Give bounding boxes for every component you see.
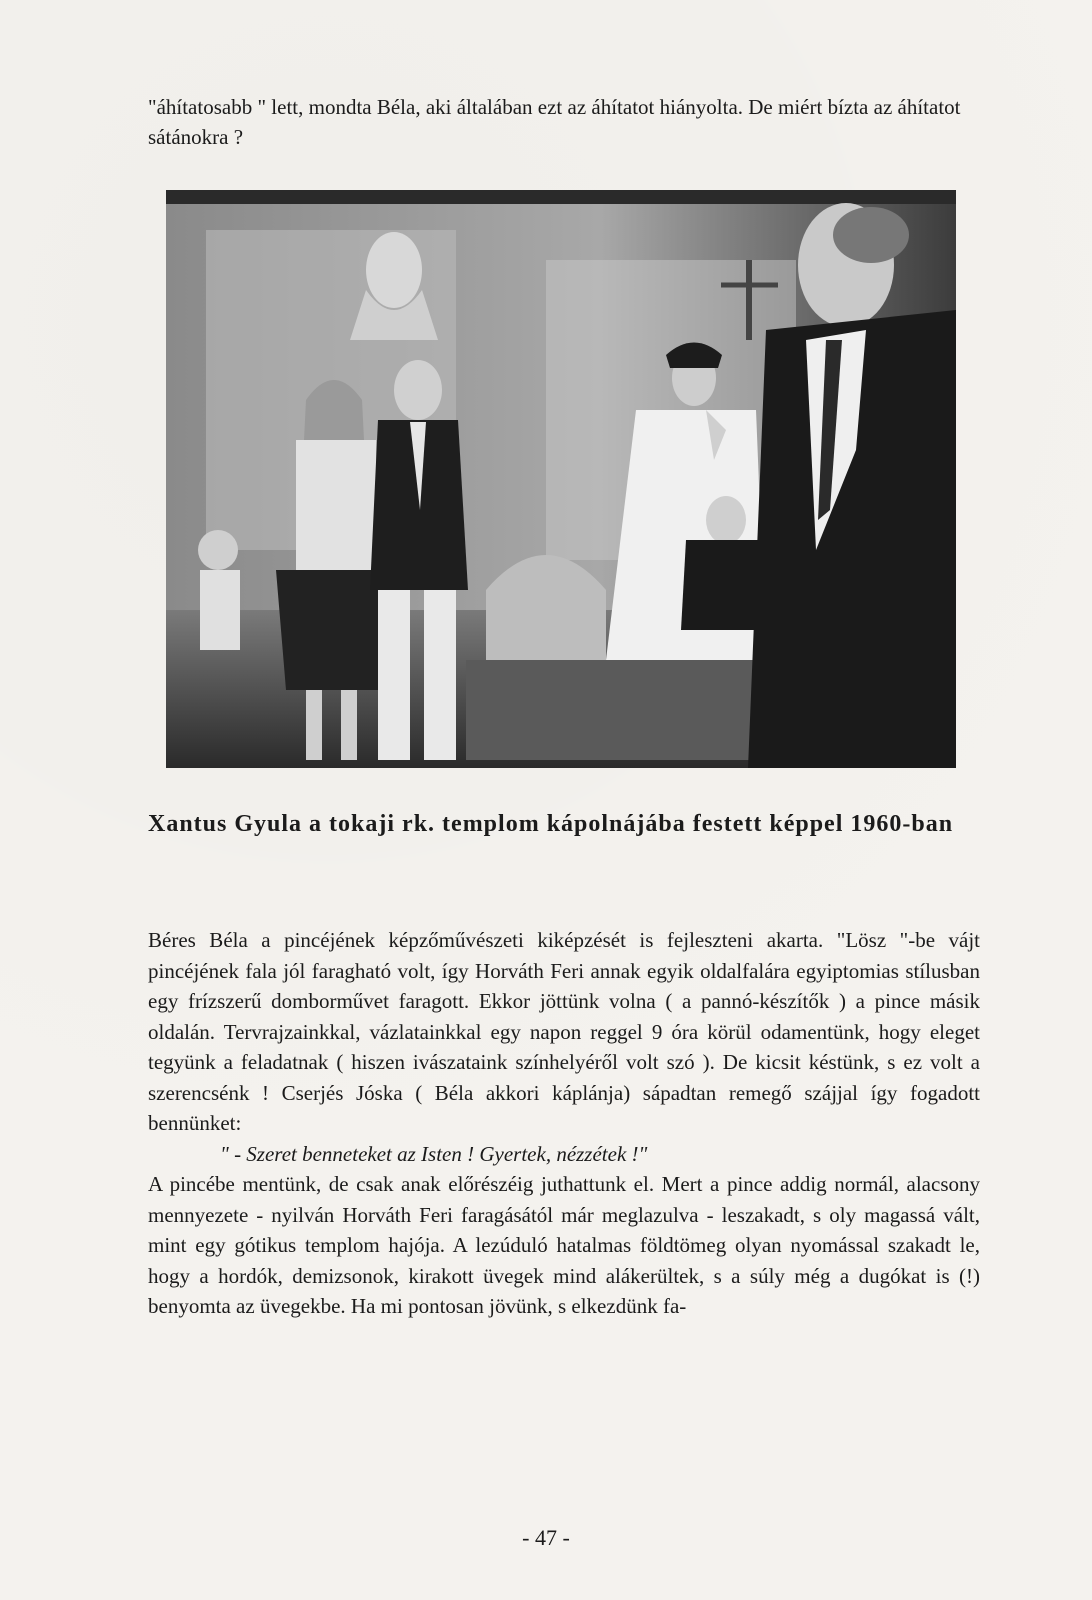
- page-number: - 47 -: [522, 1525, 570, 1550]
- body-quote: " - Szeret benneteket az Isten ! Gyertek, nézzétek !": [220, 1141, 648, 1166]
- intro-paragraph: [148, 92, 980, 152]
- photograph: [166, 190, 956, 768]
- body-text: [148, 925, 980, 1322]
- body-paragraph-1: Béres Béla a pincéjének képzőművészeti kiképzését is fejleszteni akarta. "Lösz "-be vájt pincéjének fala jól faragható volt, így Horváth Feri annak egyik oldalfalára egyiptomias stílusban egy frízszerű domborművet faragott. Ekkor jöttünk volna ( a pannó-készítők ) a pince másik oldalán. Tervrajzainkkal, vázlatainkkal egy napon reggel 9 óra körül odamentünk, hogy eleget tegyünk a feladatnak ( hiszen ivászataink színhelyéről volt szó ). De kicsit késtünk, s ez volt a szerencsénk ! Cserjés Jóska ( Béla akkori káplánja) sápadtan remegő szájjal így fogadott bennünket:: [148, 928, 980, 1135]
- photo-icon: [166, 190, 956, 768]
- body-paragraph-2: A pincébe mentünk, de csak anak előrészéig juthattunk el. Mert a pince addig normál, alacsony mennyezete - nyilván Horváth Feri faragásától már meglazulva - leszakadt, s oly magassá vált, mint egy gótikus templom hajója. A lezúduló hatalmas földtömeg olyan nyomással szakadt le, hogy a hordók, demizsonok, kirakott üvegek mind alákerültek, s a súly még a dugókat is (!) benyomta az üvegekbe. Ha mi pontosan jövünk, s elkezdünk fa-: [148, 1172, 980, 1318]
- intro-text: "áhítatosabb " lett, mondta Béla, aki általában ezt az áhítatot hiányolta. De miért bízta az áhítatot sátánokra ?: [148, 95, 961, 149]
- photo-caption: Xantus Gyula a tokaji rk. templom kápolnájába festett képpel 1960-ban: [148, 811, 954, 837]
